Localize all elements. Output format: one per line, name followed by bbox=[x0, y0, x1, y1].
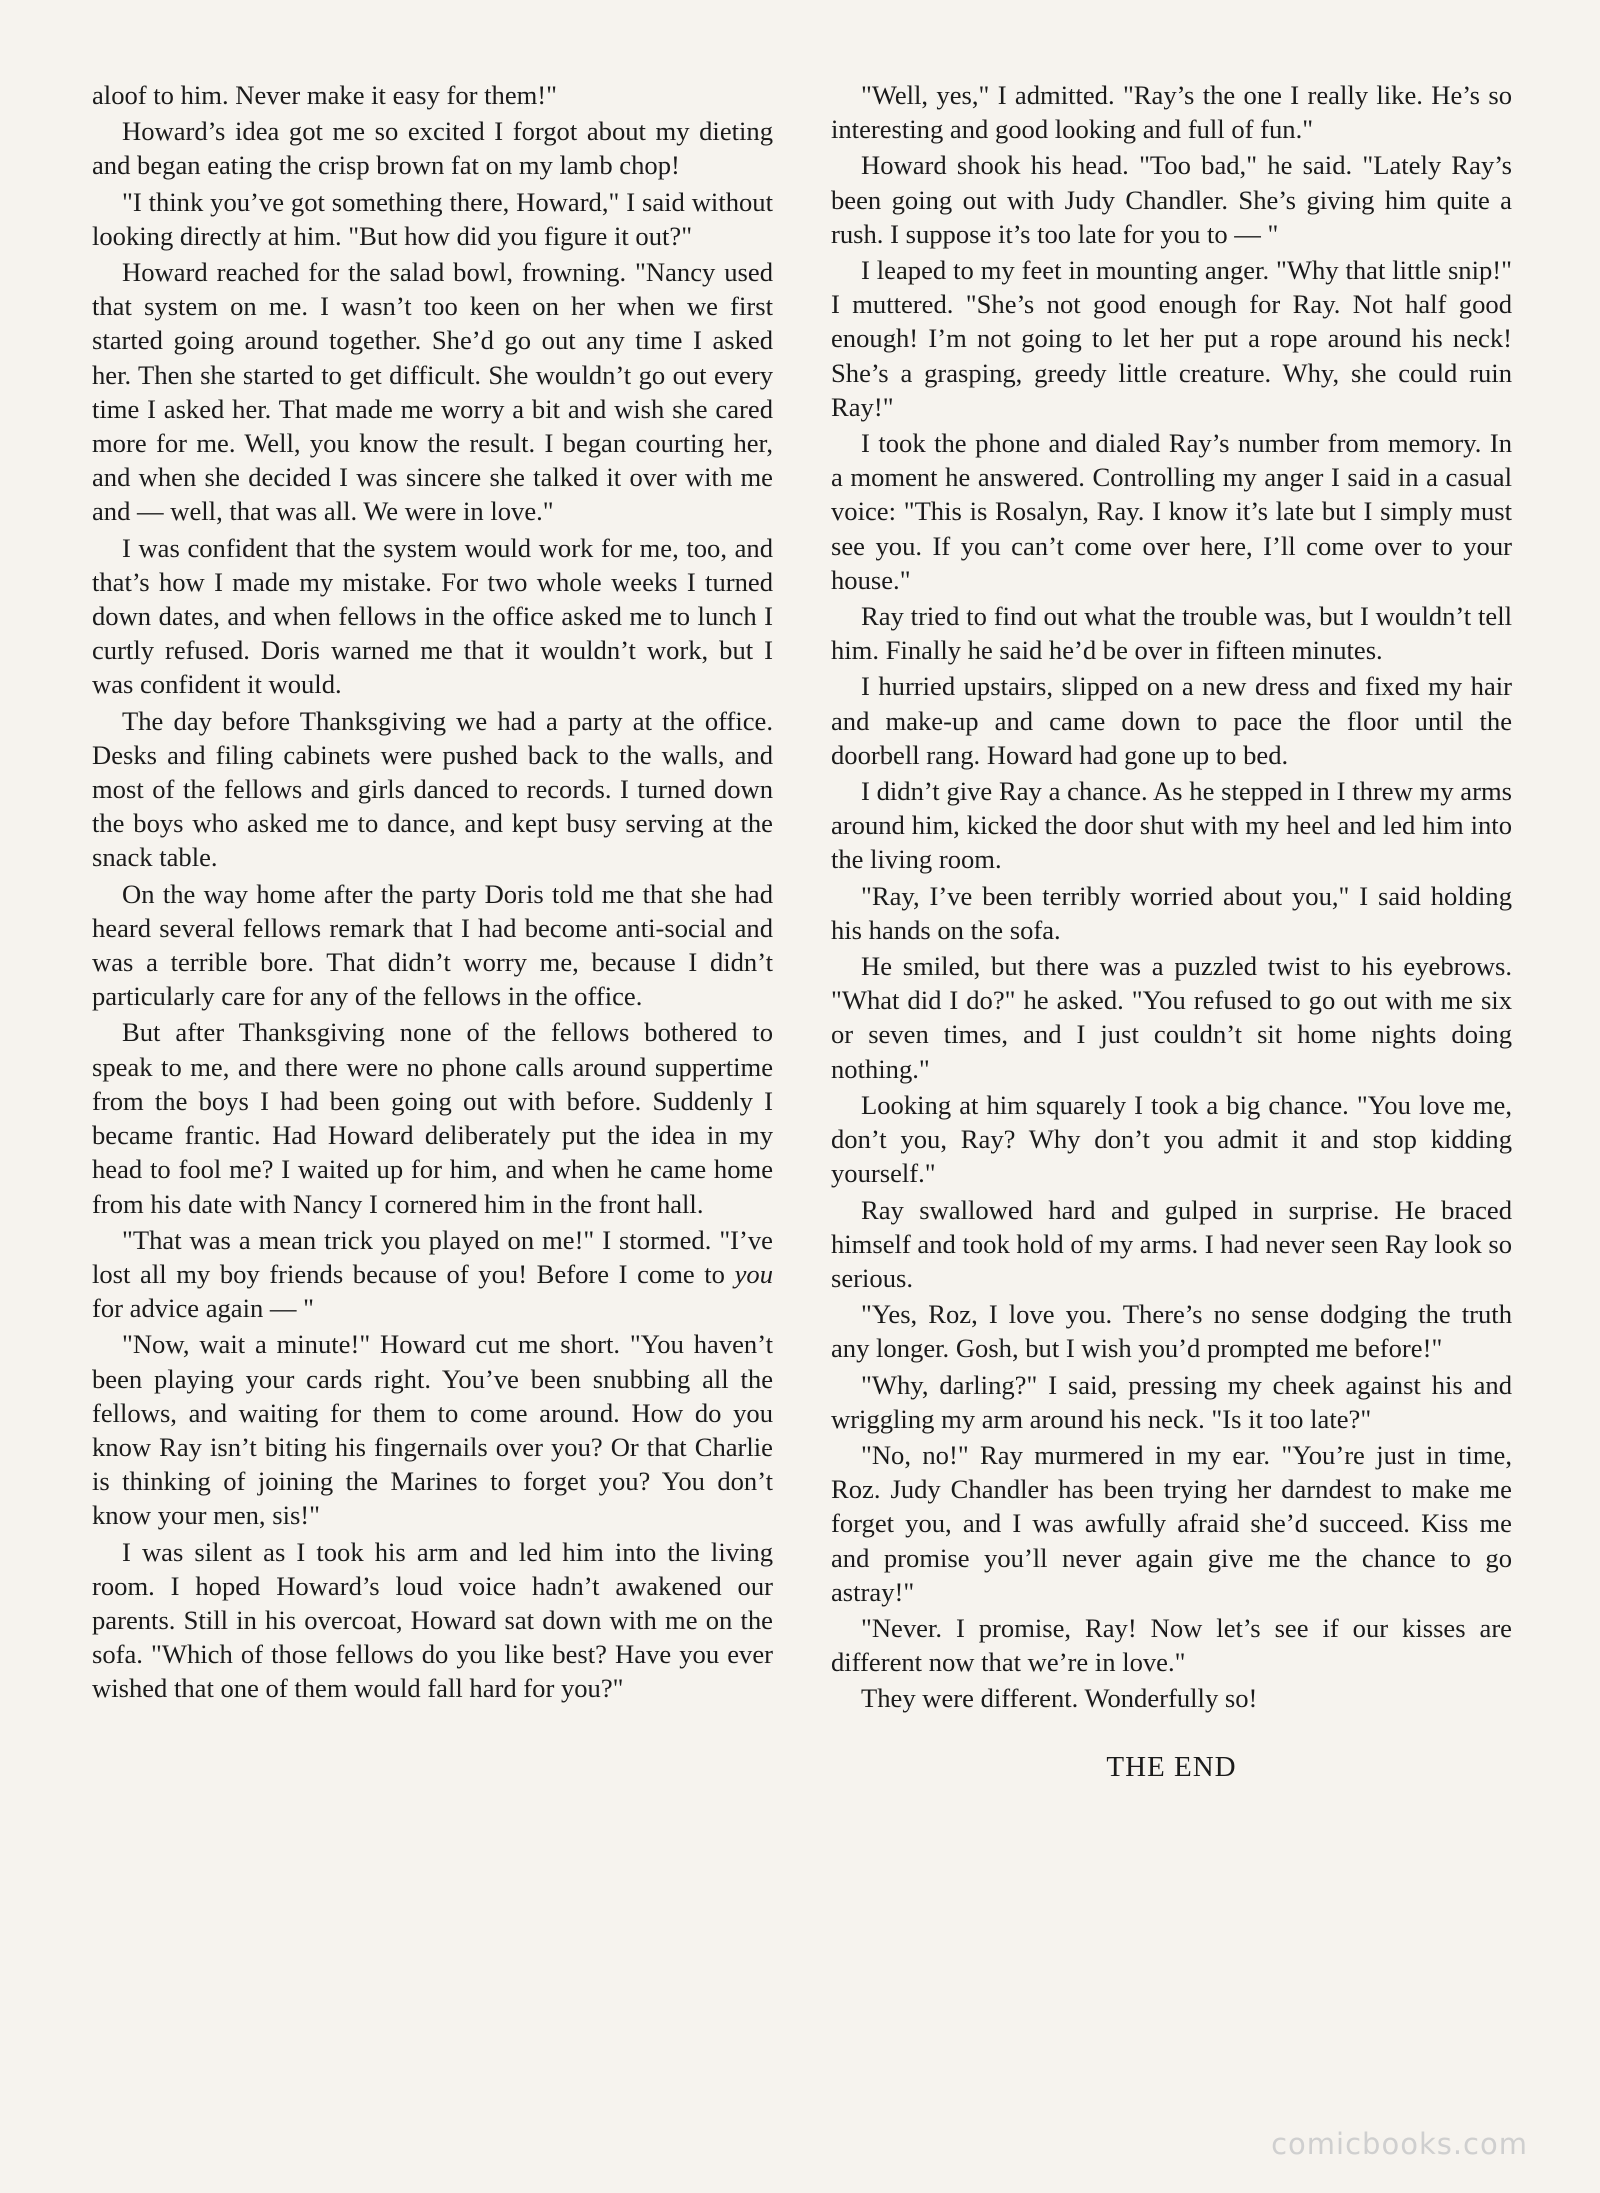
paragraph: They were different. Wonderfully so! bbox=[861, 1683, 1258, 1714]
paragraph: "Yes, Roz, I love you. There’s no sense dodging the truth any longer. Gosh, but I wish you’d prompted me before!" bbox=[831, 1299, 1512, 1364]
paragraph: He smiled, but there was a puzzled twist to his eyebrows. "What did I do?" he asked. "You refused to go out with me six or seven times, and I just couldn’t sit home nights doing nothing." bbox=[831, 951, 1512, 1084]
right-column bbox=[831, 78, 1512, 2128]
watermark: comicbooks.com bbox=[1271, 2127, 1528, 2161]
paragraph: "Why, darling?" I said, pressing my cheek against his and wriggling my arm around his neck. "Is it too late?" bbox=[831, 1369, 1512, 1434]
paragraph: Ray tried to find out what the trouble was, but I wouldn’t tell him. Finally he said he’d be over in fifteen minutes. bbox=[831, 601, 1512, 666]
paragraph: "Well, yes," I admitted. "Ray’s the one I really like. He’s so interesting and good looking and full of fun." bbox=[831, 80, 1512, 145]
paragraph: I was confident that the system would work for me, too, and that’s how I made my mistake. For two whole weeks I turned down dates, and when fellows in the office asked me to lunch I curtly refused. Doris warned me that it wouldn’t work, but I was confident it would. bbox=[92, 532, 773, 700]
paragraph: Howard’s idea got me so excited I forgot about my dieting and began eating the crisp brown fat on my lamb chop! bbox=[92, 116, 773, 181]
paragraph: "Never. I promise, Ray! Now let’s see if our kisses are different now that we’re in love." bbox=[831, 1612, 1512, 1678]
story-page bbox=[92, 78, 1512, 2128]
paragraph: "That was a mean trick you played on me!" I stormed. "I’ve lost all my boy friends because of you! Before I come to you for advice again — " bbox=[92, 1224, 773, 1324]
left-column bbox=[92, 78, 773, 2128]
paragraph: Howard reached for the salad bowl, frowning. "Nancy used that system on me. I wasn’t too keen on her when we first started going around together. She’d go out any time I asked her. Then she started to get difficult. She wouldn’t go out every time I asked her. That made me worry a bit and wish she cared more for me. Well, you know the result. I began courting her, and when she decided I was sincere she talked it over with me and — well, that was all. We were in love." bbox=[92, 257, 773, 527]
paragraph: "Now, wait a minute!" Howard cut me short. "You haven’t been playing your cards right. You’ve been snubbing all the fellows, and waiting for them to come around. How do you know Ray isn’t biting his fingernails over you? Or that Charlie is thinking of joining the Marines to forget you? You don’t know your men, sis!" bbox=[92, 1329, 773, 1531]
paragraph: Looking at him squarely I took a big chance. "You love me, don’t you, Ray? Why don’t you admit it and stop kidding yourself." bbox=[831, 1089, 1512, 1189]
paragraph: "No, no!" Ray murmered in my ear. "You’re just in time, Roz. Judy Chandler has been trying her darndest to make me forget you, and I was awfully afraid she’d succeed. Kiss me and promise you’ll never again give me the chance to go astray!" bbox=[831, 1439, 1512, 1607]
paragraph: The day before Thanksgiving we had a party at the office. Desks and filing cabinets were pushed back to the walls, and most of the fellows and girls danced to records. I turned down the boys who asked me to dance, and kept busy serving at the snack table. bbox=[92, 705, 773, 873]
the-end-label: THE END bbox=[1106, 1750, 1237, 1783]
paragraph: Ray swallowed hard and gulped in surprise. He braced himself and took hold of my arms. I had never seen Ray look so serious. bbox=[831, 1194, 1512, 1293]
paragraph: On the way home after the party Doris told me that she had heard several fellows remark that I had become anti-social and was a terrible bore. That didn’t worry me, because I didn’t particularly care for any of the fellows in the office. bbox=[92, 878, 773, 1012]
paragraph: I didn’t give Ray a chance. As he stepped in I threw my arms around him, kicked the door shut with my heel and led him into the living room. bbox=[831, 776, 1512, 875]
paragraph: I hurried upstairs, slipped on a new dress and fixed my hair and make-up and came down to pace the floor until the doorbell rang. Howard had gone up to bed. bbox=[831, 671, 1512, 770]
paragraph: I took the phone and dialed Ray’s number from memory. In a moment he answered. Controlling my anger I said in a casual voice: "This is Rosalyn, Ray. I know it’s late but I simply must see you. If you can’t come over here, I’ll come over to your house." bbox=[831, 428, 1512, 595]
paragraph: "Ray, I’ve been terribly worried about you," I said holding his hands on the sofa. bbox=[831, 880, 1512, 945]
paragraph: But after Thanksgiving none of the fellows bothered to speak to me, and there were no phone calls around suppertime from the boys I had been going out with before. Suddenly I became frantic. Had Howard deliberately put the idea in my head to fool me? I waited up for him, and when he came home from his date with Nancy I cornered him in the front hall. bbox=[92, 1017, 773, 1219]
paragraph: aloof to him. Never make it easy for them!" bbox=[92, 80, 558, 110]
paragraph: "I think you’ve got something there, Howard," I said without looking directly at him. "But how did you figure it out?" bbox=[92, 186, 773, 251]
paragraph: I was silent as I took his arm and led him into the living room. I hoped Howard’s loud voice hadn’t awakened our parents. Still in his overcoat, Howard sat down with me on the sofa. "Which of those fellows do you like best? Have you ever wished that one of them would fall hard for you?" bbox=[92, 1536, 773, 1704]
paragraph: I leaped to my feet in mounting anger. "Why that little snip!" I muttered. "She’s not good enough for Ray. Not half good enough! I’m not going to let her put a rope around his neck! She’s a grasping, greedy little creature. Why, she could ruin Ray!" bbox=[831, 255, 1512, 422]
right-column-paragraphs bbox=[831, 78, 1512, 1716]
paragraph: Howard shook his head. "Too bad," he said. "Lately Ray’s been going out with Judy Chandler. She’s giving him quite a rush. I suppose it’s too late for you to — " bbox=[831, 150, 1512, 249]
